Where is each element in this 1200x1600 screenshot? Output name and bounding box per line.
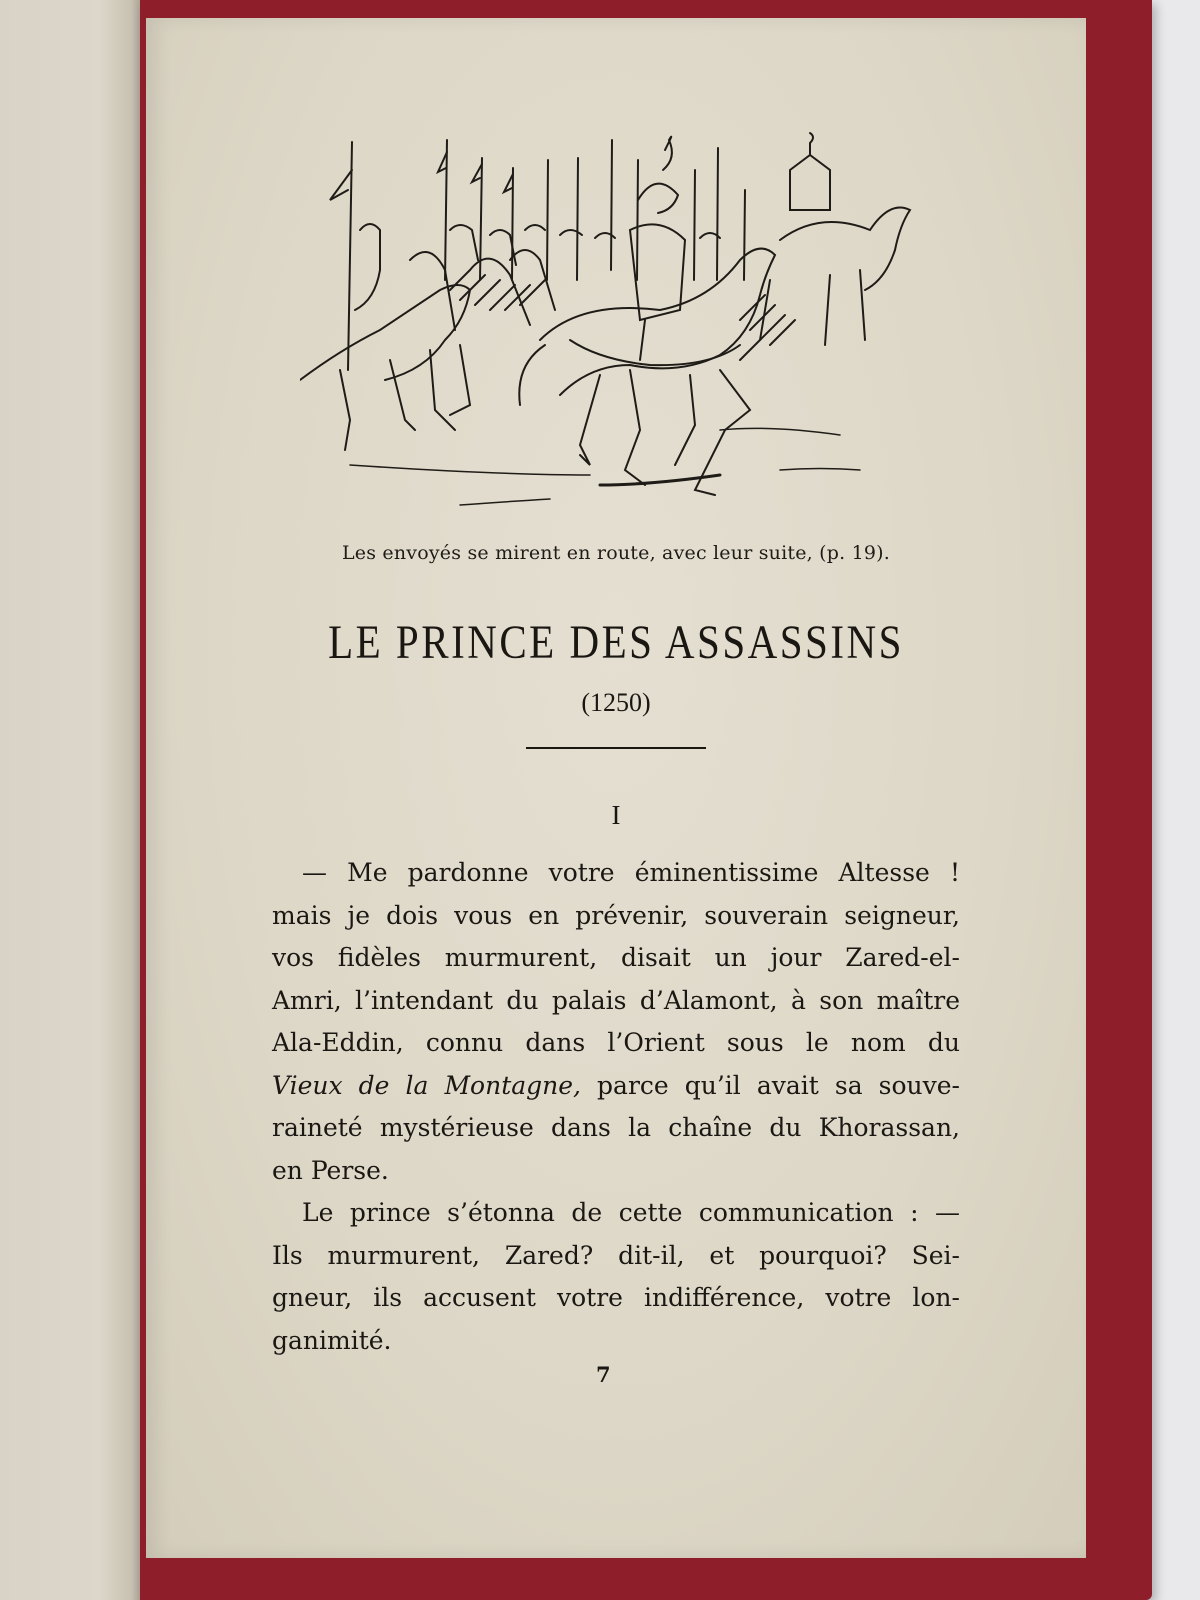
title-rule [526,747,706,749]
text-line: Ala-Eddin, connu dans l’Orient sous le nom du [272,1028,960,1057]
chapter-title: LE PRINCE DES ASSASSINS [328,615,904,669]
text-line: mais je dois vous en prévenir, souverain seigneur, [272,900,960,930]
text-line [272,1065,960,1108]
text-line: raineté mystérieuse dans la chaîne du Khorassan, [272,1113,960,1142]
cavalry-illustration [300,130,920,520]
text-line: vos fidèles murmurent, disait un jour Zared-el- [272,943,960,972]
text-line: gneur, ils accusent votre indifférence, votre lon- [272,1283,960,1312]
italic-phrase: Vieux de la Montagne, [272,1070,581,1100]
section-number: I [611,800,621,830]
text-line: en Perse. [272,1155,389,1185]
facing-page [0,0,142,1600]
chapter-year: (1250) [581,688,651,717]
text-line: ganimité. [272,1325,392,1355]
illustration-caption: Les envoyés se mirent en route, avec leur suite, (p. 19). [341,542,891,564]
body-text [272,852,960,1362]
text-line: — Me pardonne votre éminentissime Altesse ! [302,858,960,887]
page-number: 7 [596,1362,611,1387]
text-line: Ils murmurent, Zared? dit-il, et pourquoi? Sei- [272,1240,960,1270]
text-fragment: parce qu’il avait sa souve- [581,1070,960,1100]
text-line: Amri, l’intendant du palais d’Alamont, à son maître [272,985,960,1015]
text-line: Le prince s’étonna de cette communication : — [302,1198,960,1227]
